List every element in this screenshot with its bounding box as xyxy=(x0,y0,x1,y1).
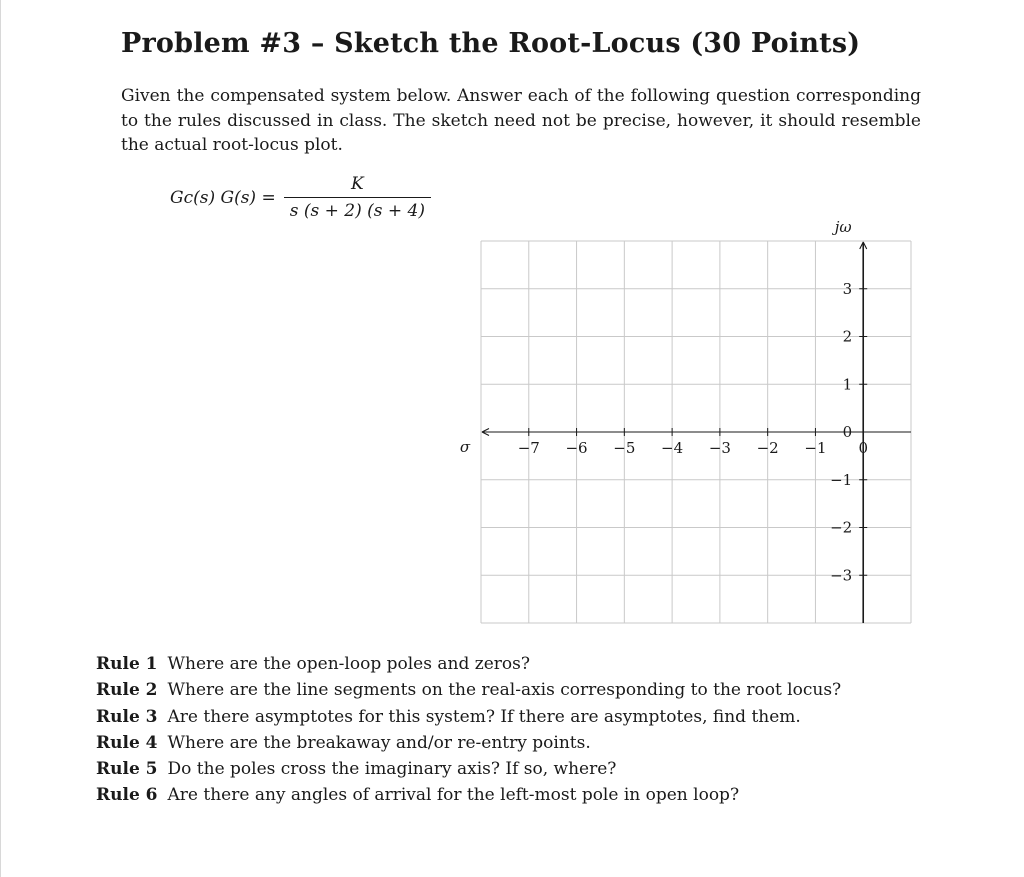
y-tick-label: 1 xyxy=(842,375,853,394)
y-tick-label: −3 xyxy=(830,566,853,585)
imag-axis-label: jω xyxy=(834,218,852,236)
equation-lhs: Gc(s) G(s) = xyxy=(170,187,276,208)
y-tick-label: 0 xyxy=(842,423,853,441)
rule-item xyxy=(96,704,841,730)
rule-item xyxy=(96,677,841,703)
rule-text: Are there asymptotes for this system? If there are asymptotes, find them. xyxy=(167,706,801,727)
rule-name: Rule 5 xyxy=(96,759,158,780)
rule-name: Rule 4 xyxy=(96,732,158,753)
rule-name: Rule 6 xyxy=(96,785,158,806)
rule-text: Where are the breakaway and/or re-entry points. xyxy=(167,732,591,753)
x-tick-label: −2 xyxy=(756,439,779,457)
x-tick-label: 0 xyxy=(858,439,868,457)
x-tick-label: −1 xyxy=(804,439,827,457)
plot-labels xyxy=(460,218,868,584)
rule-text: Are there any angles of arrival for the left-most pole in open loop? xyxy=(167,785,740,806)
x-tick-label: −3 xyxy=(708,439,731,457)
rule-item xyxy=(96,651,841,677)
intro-paragraph: Given the compensated system below. Answer each of the following question corresponding to the rules discussed in class. The sketch need not be precise, however, it should resemble the actual root-locus plot. xyxy=(121,86,921,155)
x-tick-label: −7 xyxy=(517,439,540,457)
rule-name: Rule 2 xyxy=(96,680,158,701)
y-tick-label: −1 xyxy=(830,470,853,489)
page-title: Problem #3 – Sketch the Root-Locus (30 Points) xyxy=(121,28,861,59)
rule-item xyxy=(96,782,841,808)
x-tick-label: −4 xyxy=(661,439,684,457)
equation-denominator: s (s + 2) (s + 4) xyxy=(289,201,425,221)
rules-list xyxy=(96,651,841,809)
x-tick-label: −5 xyxy=(613,439,636,457)
rule-text: Where are the open-loop poles and zeros? xyxy=(167,654,530,674)
y-tick-label: −2 xyxy=(830,518,853,537)
rule-name: Rule 1 xyxy=(96,654,158,674)
real-axis-label: σ xyxy=(459,438,471,456)
equation-numerator: K xyxy=(350,174,364,194)
x-tick-label: −6 xyxy=(565,439,588,457)
y-tick-label: 2 xyxy=(842,327,853,346)
rule-text: Where are the line segments on the real-axis corresponding to the root locus? xyxy=(167,680,842,701)
rule-item xyxy=(96,756,841,782)
y-tick-label: 3 xyxy=(842,279,853,298)
rule-name: Rule 3 xyxy=(96,706,158,727)
rule-item xyxy=(96,730,841,756)
rule-text: Do the poles cross the imaginary axis? If so, where? xyxy=(167,759,617,780)
